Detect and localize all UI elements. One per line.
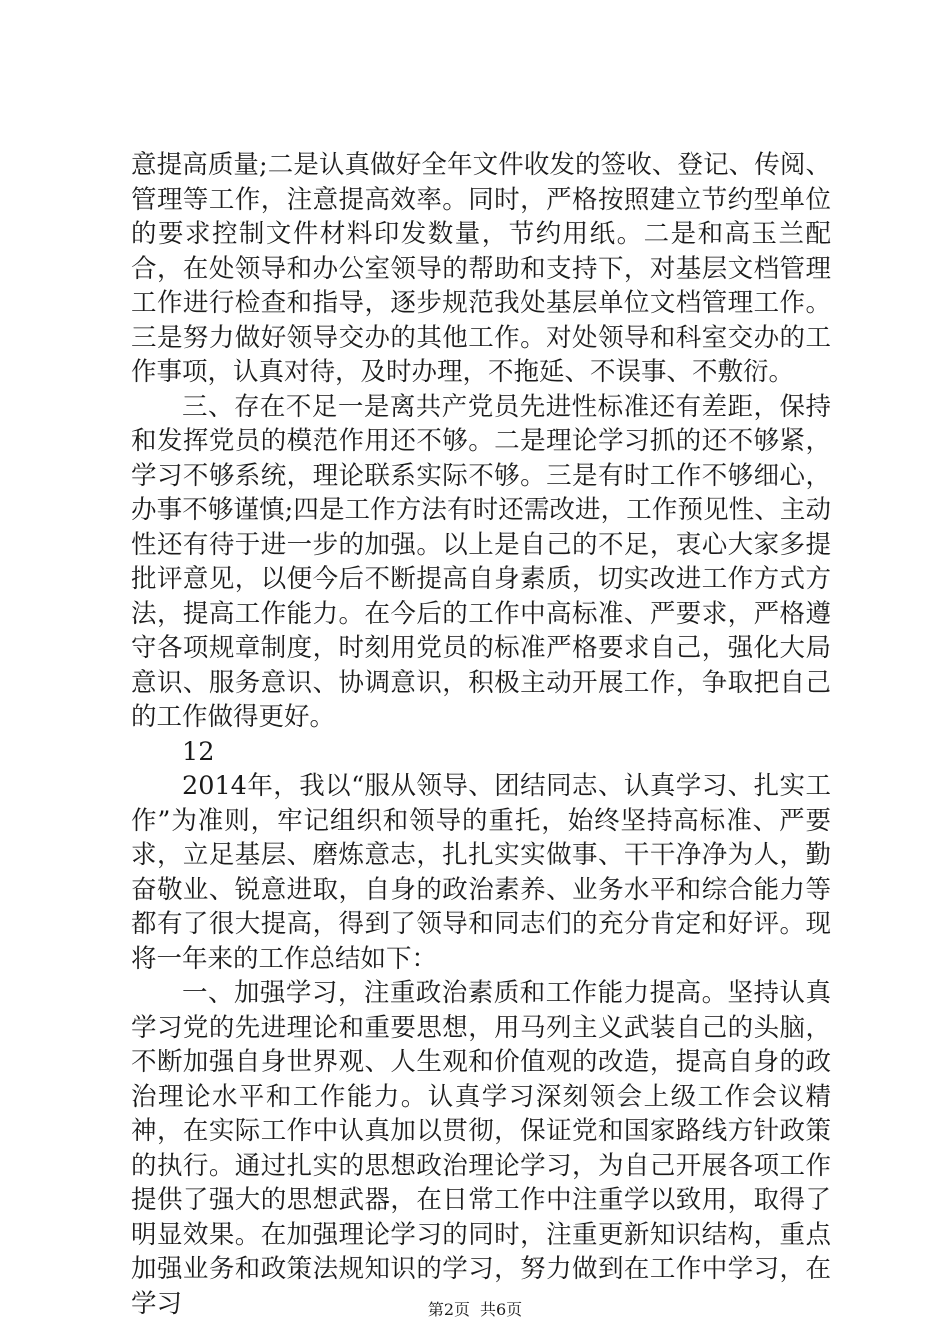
- paragraph-study: 一、加强学习，注重政治素质和工作能力提高。坚持认真学习党的先进理论和重要思想，用马列主义武装自己的头脑，不断加强自身世界观、人生观和价值观的改造，提高自身的政治理论水平和工作能力。认真学习深刻领会上级工作会议精神，在实际工作中认真加以贯彻，保证党和国家路线方针政策的执行。通过扎实的思想政治理论学习，为自己开展各项工作提供了强大的思想武器，在日常工作中注重学以致用，取得了明显效果。在加强理论学习的同时，注重更新知识结构，重点加强业务和政策法规知识的学习，努力做到在工作中学习，在学习: [131, 978, 831, 1319]
- page-total: 共6页: [480, 1300, 523, 1319]
- section-number: 12: [182, 736, 215, 767]
- paragraph-continuation: 意提高质量;二是认真做好全年文件收发的签收、登记、传阅、管理等工作，注意提高效率。同时，严格按照建立节约型单位的要求控制文件材料印发数量，节约用纸。二是和高玉兰配合，在处领导和办公室领导的帮助和支持下，对基层文档管理工作进行检查和指导，逐步规范我处基层单位文档管理工作。三是努力做好领导交办的其他工作。对处领导和科室交办的工作事项，认真对待，及时办理，不拖延、不误事、不敷衍。: [131, 150, 831, 387]
- paragraph-shortcomings: 三、存在不足一是离共产党员先进性标准还有差距，保持和发挥党员的模范作用还不够。二是理论学习抓的还不够紧，学习不够系统，理论联系实际不够。三是有时工作不够细心，办事不够谨慎;四是工作方法有时还需改进，工作预见性、主动性还有待于进一步的加强。以上是自己的不足，衷心大家多提批评意见，以便今后不断提高自身素质，切实改进工作方式方法，提高工作能力。在今后的工作中高标准、严要求，严格遵守各项规章制度，时刻用党员的标准严格要求自己，强化大局意识、服务意识、协调意识，积极主动开展工作，争取把自己的工作做得更好。: [131, 391, 831, 732]
- page-number: 第2页: [427, 1300, 470, 1319]
- page-footer: [0, 1300, 950, 1320]
- paragraph-intro: 2014年，我以“服从领导、团结同志、认真学习、扎实工作”为准则，牢记组织和领导的重托，始终坚持高标准、严要求，立足基层、磨炼意志，扎扎实实做事、干干净净为人，勤奋敬业、锐意进取，自身的政治素养、业务水平和综合能力等都有了很大提高，得到了领导和同志们的充分肯定和好评。现将一年来的工作总结如下：: [131, 771, 831, 974]
- document-body: [131, 148, 831, 1321]
